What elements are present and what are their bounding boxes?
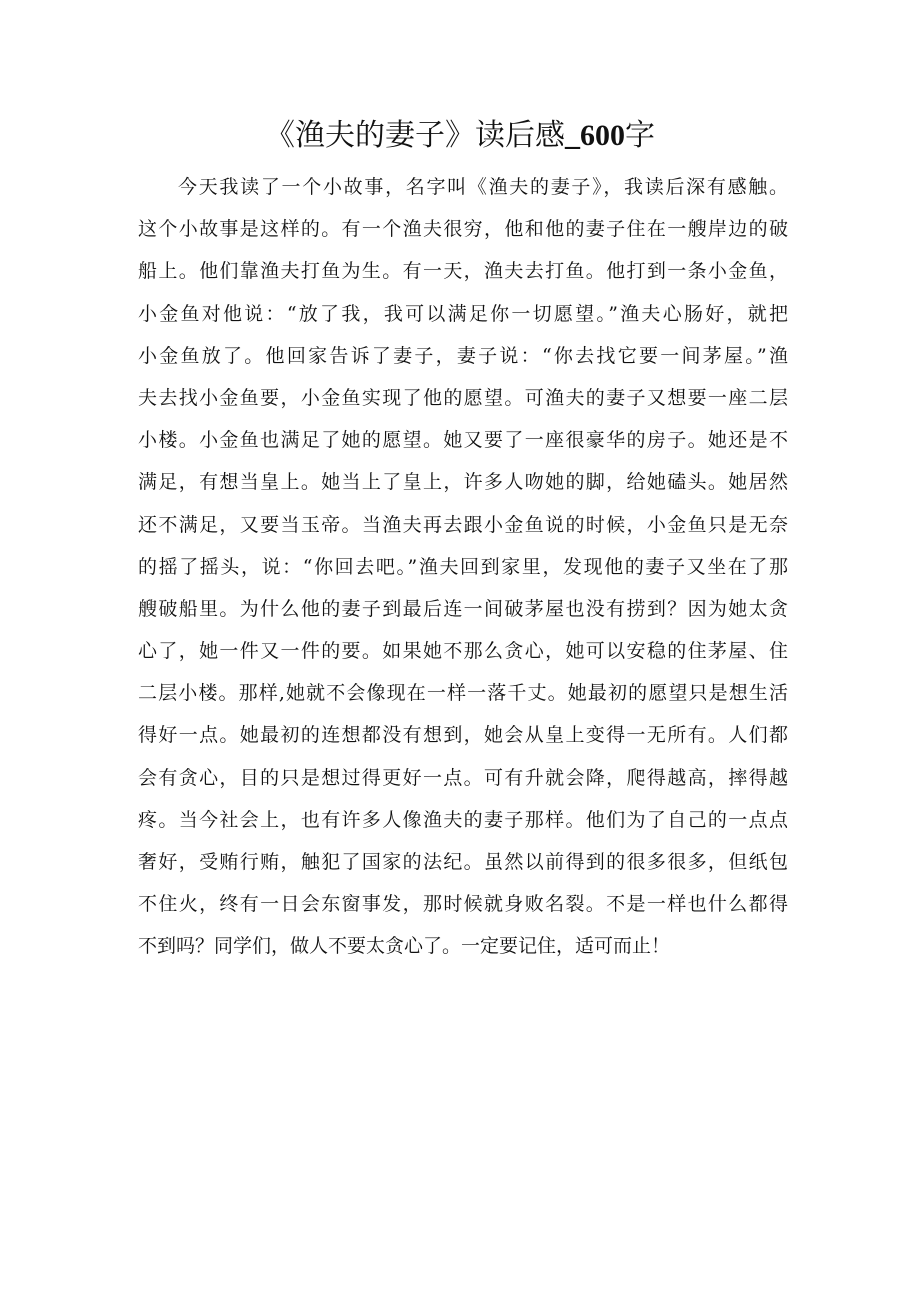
essay-body	[138, 166, 788, 968]
document-title	[0, 108, 920, 164]
paragraph-line: 船上。他们靠渔夫打鱼为生。有一天，渔夫去打鱼。他打到一条小金鱼，	[138, 260, 788, 283]
paragraph-line: 会有贪心，目的只是想过得更好一点。可有升就会降，爬得越高，摔得越	[138, 766, 788, 789]
paragraph-line: 的摇了摇头，说：“你回去吧。”渔夫回到家里，发现他的妻子又坐在了那	[138, 555, 788, 578]
paragraph-line: 小金鱼对他说：“放了我，我可以满足你一切愿望。”渔夫心肠好，就把	[138, 302, 788, 325]
paragraph-line: 小楼。小金鱼也满足了她的愿望。她又要了一座很豪华的房子。她还是不	[138, 429, 788, 452]
paragraph-line: 艘破船里。为什么他的妻子到最后连一间破茅屋也没有捞到？因为她太贪	[138, 597, 788, 620]
paragraph-line: 得好一点。她最初的连想都没有想到，她会从皇上变得一无所有。人们都	[138, 724, 788, 747]
paragraph-line: 满足，有想当皇上。她当上了皇上，许多人吻她的脚，给她磕头。她居然	[138, 471, 788, 494]
paragraph-line: 奢好，受贿行贿，触犯了国家的法纪。虽然以前得到的很多很多，但纸包	[138, 851, 788, 873]
paragraph-line: 疼。当今社会上，也有许多人像渔夫的妻子那样。他们为了自己的一点点	[138, 808, 788, 831]
paragraph-line: 今天我读了一个小故事，名字叫《渔夫的妻子》，我读后深有感触。	[178, 176, 788, 198]
paragraph-line: 夫去找小金鱼要，小金鱼实现了他的愿望。可渔夫的妻子又想要一座二层	[138, 386, 788, 409]
title-suffix-text: 字	[625, 118, 655, 153]
paragraph-line: 这个小故事是这样的。有一个渔夫很穷，他和他的妻子住在一艘岸边的破	[138, 218, 788, 241]
paragraph-line: 不住火，终有一日会东窗事发，那时候就身败名裂。不是一样也什么都得	[138, 893, 788, 916]
title-number-text: _600	[565, 119, 625, 152]
title-main-text: 《渔夫的妻子》读后感	[265, 118, 565, 153]
paragraph-line: 还不满足，又要当玉帝。当渔夫再去跟小金鱼说的时候，小金鱼只是无奈	[138, 513, 788, 536]
paragraph-line: 小金鱼放了。他回家告诉了妻子，妻子说：“你去找它要一间茅屋。”渔	[138, 344, 788, 367]
paragraph-line: 二层小楼。那样,她就不会像现在一样一落千丈。她最初的愿望只是想生活	[138, 682, 788, 705]
paragraph-line: 心了，她一件又一件的要。如果她不那么贪心，她可以安稳的住茅屋、住	[138, 640, 788, 663]
paragraph-line: 不到吗？同学们，做人不要太贪心了。一定要记住，适可而止！	[138, 935, 671, 958]
